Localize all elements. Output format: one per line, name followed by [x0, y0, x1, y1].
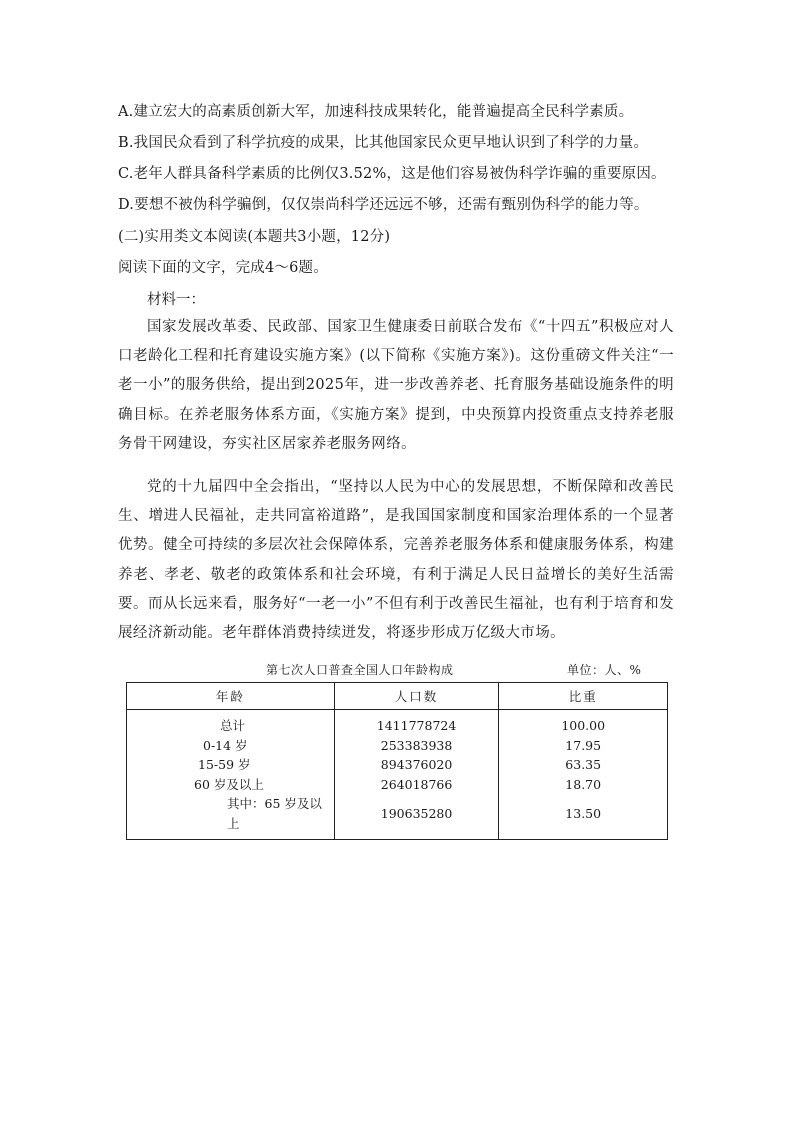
row-percentage: 100.00	[499, 710, 668, 736]
row-percentage: 18.70	[499, 775, 668, 795]
row-percentage: 63.35	[499, 755, 668, 775]
table-row	[127, 794, 668, 840]
option-a: A.建立宏大的高素质创新大军，加速科技成果转化，能普遍提高全民科学素质。	[118, 104, 634, 120]
header-age: 年龄	[127, 683, 335, 710]
table-title: 第七次人口普查全国人口年龄构成	[266, 663, 454, 677]
option-c: C.老年人群具备科学素质的比例仅3.52%，这是他们容易被伪科学诈骗的重要原因。	[118, 166, 666, 182]
row-age: 其中：65 岁及以上	[227, 796, 322, 831]
census-table	[126, 682, 668, 840]
row-age: 60 岁及以上	[194, 776, 264, 792]
table-row	[127, 736, 668, 756]
table-row	[127, 710, 668, 736]
table-header-row	[127, 683, 668, 710]
paragraph-2: 党的十九届四中全会指出，“坚持以人民为中心的发展思想，不断保障和改善民生、增进人民福祉，走共同富裕道路”，是我国国家制度和国家治理体系的一个显著优势。健全可持续的多层次社会保障体系，完善养老服务体系和健康服务体系，构建养老、孝老、敬老的政策体系和社会环境，有利于满足人民日益增长的美好生活需要。而从长远来看，服务好“一老一小”不但有利于改善民生福祉，也有利于培育和发展经济新动能。老年群体消费持续迸发，将逐步形成万亿级大市场。	[118, 479, 674, 642]
material-label: 材料一：	[147, 292, 205, 308]
row-percentage: 17.95	[499, 736, 668, 756]
row-population: 894376020	[334, 755, 499, 775]
row-age: 0-14 岁	[203, 737, 248, 753]
row-population: 1411778724	[334, 710, 499, 736]
row-population: 253383938	[334, 736, 499, 756]
option-b: B.我国民众看到了科学抗疫的成果，比其他国家民众更早地认识到了科学的力量。	[118, 135, 649, 151]
instruction: 阅读下面的文字，完成4～6题。	[118, 260, 328, 276]
row-population: 190635280	[334, 794, 499, 840]
row-age: 15-59 岁	[198, 757, 251, 772]
option-d: D.要想不被伪科学骗倒，仅仅崇尚科学还远远不够，还需有甄别伪科学的能力等。	[118, 197, 649, 213]
header-percentage: 比重	[499, 683, 668, 710]
table-caption	[0, 661, 794, 681]
table-row	[127, 775, 668, 795]
header-population: 人口数	[334, 683, 499, 710]
row-population: 264018766	[334, 775, 499, 795]
row-age: 总计	[220, 718, 246, 733]
row-percentage: 13.50	[499, 794, 668, 840]
table-row	[127, 755, 668, 775]
paragraph-1: 国家发展改革委、民政部、国家卫生健康委日前联合发布《“十四五”积极应对人口老龄化工程和托育建设实施方案》(以下简称《实施方案》)。这份重磅文件关注“一老一小”的服务供给，提出到2025年，进一步改善养老、托育服务基础设施条件的明确目标。在养老服务体系方面，《实施方案》提到，中央预算内投资重点支持养老服务骨干网建设，夯实社区居家养老服务网络。	[118, 319, 674, 452]
table-unit: 单位：人、%	[567, 663, 642, 677]
section-heading: (二)实用类文本阅读(本题共3小题，12分)	[118, 229, 391, 245]
